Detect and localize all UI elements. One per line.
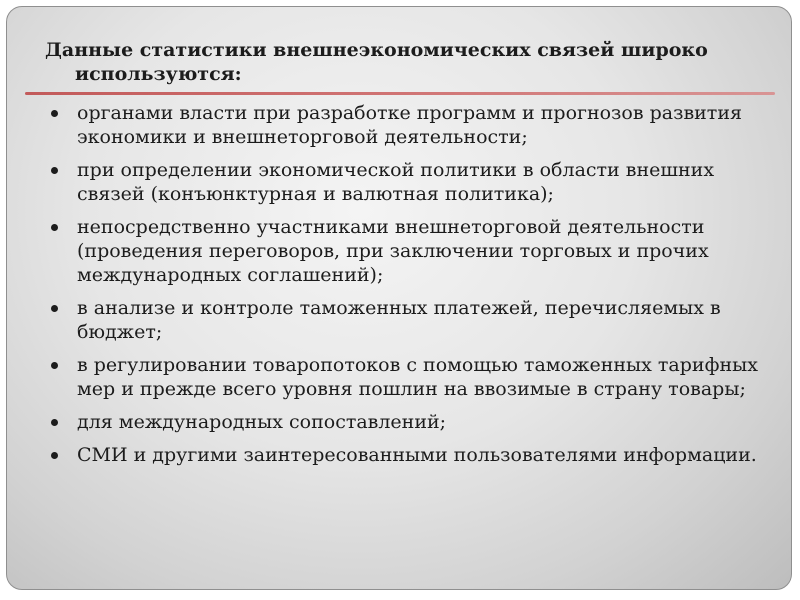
bullet-dot-icon xyxy=(51,110,58,117)
bullet-text: в анализе и контроле таможенных платежей, перечисляемых в бюджет; xyxy=(77,297,721,343)
bullet-text: для международных сопоставлений; xyxy=(77,411,447,433)
bullet-text: при определении экономической политики в области внешних связей (конъюнктурная и валютная политика); xyxy=(77,159,715,205)
slide-frame xyxy=(6,6,792,590)
bullet-item xyxy=(45,410,775,434)
bullet-item xyxy=(45,158,775,206)
bullet-dot-icon xyxy=(51,167,58,174)
bullet-text: органами власти при разработке программ и прогнозов развития экономики и внешнеторговой деятельности; xyxy=(77,102,742,148)
bullet-dot-icon xyxy=(51,224,58,231)
bullet-list xyxy=(45,101,775,467)
bullet-item xyxy=(45,296,775,344)
slide-heading: Данные статистики внешнеэкономических связей широко используются: xyxy=(45,39,708,85)
bullet-item xyxy=(45,353,775,401)
bullet-item xyxy=(45,101,775,149)
bullet-text: непосредственно участниками внешнеторговой деятельности (проведения переговоров, при заключении торговых и прочих международных соглашений); xyxy=(77,216,709,286)
bullet-text: СМИ и другими заинтересованными пользователями информации. xyxy=(77,444,757,466)
bullet-dot-icon xyxy=(51,362,58,369)
bullet-item xyxy=(45,443,775,467)
bullet-dot-icon xyxy=(51,419,58,426)
bullet-text: в регулировании товаропотоков с помощью таможенных тарифных мер и прежде всего уровня пошлин на ввозимые в страну товары; xyxy=(77,354,758,400)
bullet-item xyxy=(45,215,775,287)
bullet-dot-icon xyxy=(51,452,58,459)
bullet-dot-icon xyxy=(51,305,58,312)
slide-content xyxy=(45,38,775,476)
heading-divider xyxy=(25,92,775,95)
